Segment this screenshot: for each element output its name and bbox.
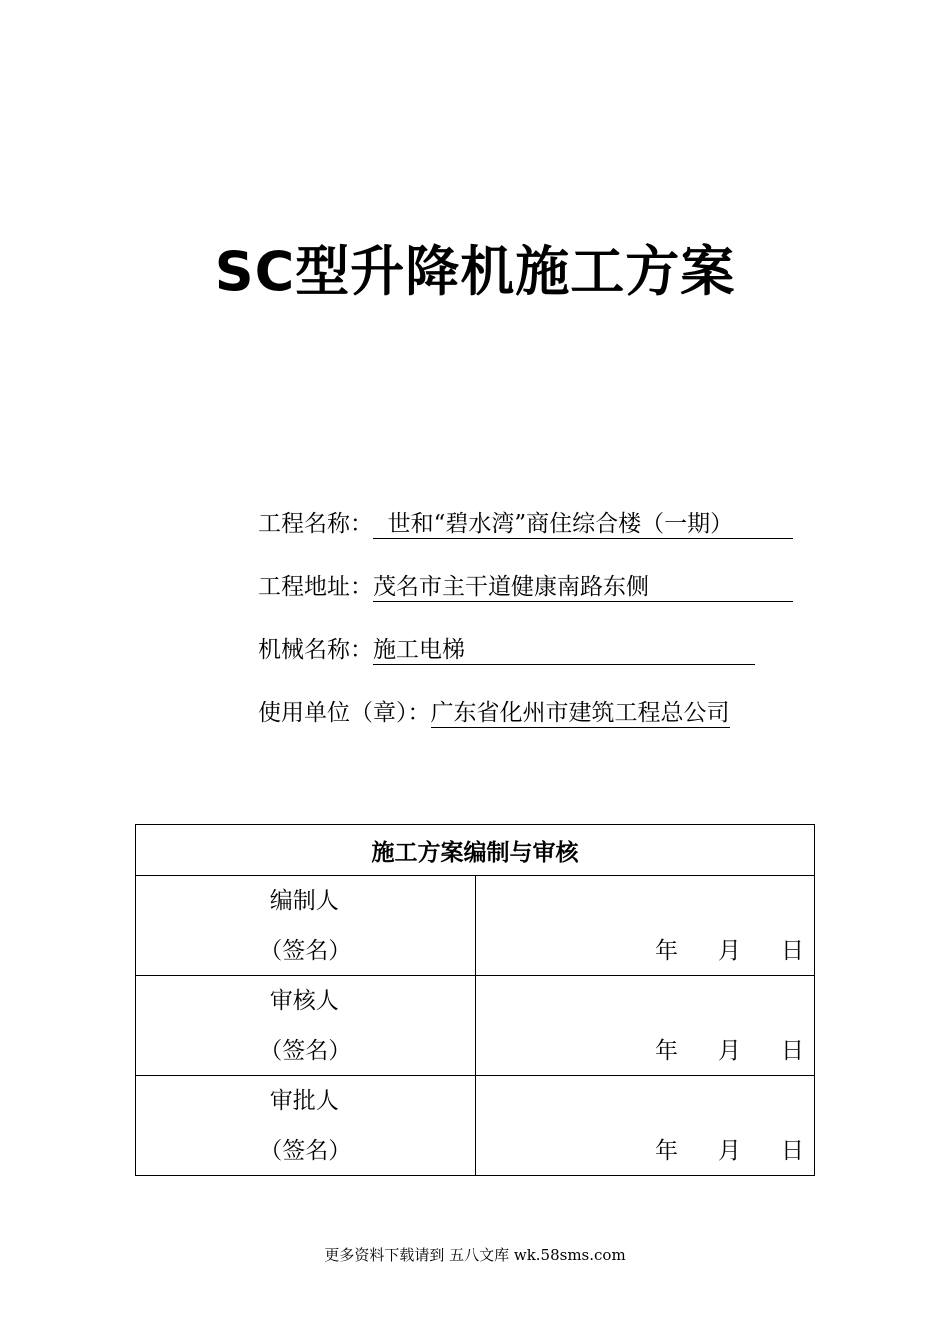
year-label: 年 — [655, 1038, 678, 1064]
day-label: 日 — [781, 938, 804, 964]
month-label: 月 — [718, 1038, 741, 1064]
document-title: SC型升降机施工方案 — [214, 240, 736, 303]
project-name-label: 工程名称： — [258, 511, 373, 537]
signature-date-cell[interactable] — [475, 976, 815, 1076]
machine-name-label: 机械名称： — [258, 637, 373, 663]
date-row — [476, 934, 815, 975]
month-label: 月 — [718, 1138, 741, 1164]
sign-note: （签名） — [259, 1138, 352, 1164]
table-row — [136, 976, 815, 1076]
approval-table-header-row — [136, 825, 815, 876]
role-cell-approver — [136, 1076, 476, 1176]
user-unit-label: 使用单位（章）： — [258, 700, 431, 726]
approval-table — [135, 824, 815, 1176]
project-address-line — [258, 570, 793, 604]
approval-table-header: 施工方案编制与审核 — [136, 825, 815, 876]
day-label: 日 — [781, 1138, 804, 1164]
role-name: 审批人 — [269, 1088, 339, 1114]
table-row — [136, 876, 815, 976]
date-row — [476, 1034, 815, 1075]
machine-name-value: 施工电梯 — [373, 636, 755, 665]
table-row — [136, 1076, 815, 1176]
sign-note: （签名） — [259, 938, 352, 964]
role-name: 审核人 — [269, 988, 339, 1014]
role-cell-compiler — [136, 876, 476, 976]
project-address-label: 工程地址： — [258, 574, 373, 600]
project-name-line — [258, 507, 793, 541]
project-address-value: 茂名市主干道健康南路东侧 — [373, 573, 793, 602]
signature-date-cell[interactable] — [475, 876, 815, 976]
year-label: 年 — [655, 938, 678, 964]
sign-note: （签名） — [259, 1038, 352, 1064]
machine-name-line — [258, 633, 755, 667]
year-label: 年 — [655, 1138, 678, 1164]
role-name: 编制人 — [269, 888, 339, 914]
footer-download-note: 更多资料下载请到 五八文库 wk.58sms.com — [324, 1246, 626, 1264]
date-row — [476, 1134, 815, 1175]
project-name-value: 世和“碧水湾”商住综合楼（一期） — [373, 510, 793, 539]
day-label: 日 — [781, 1038, 804, 1064]
role-cell-reviewer — [136, 976, 476, 1076]
user-unit-value: 广东省化州市建筑工程总公司 — [430, 700, 730, 726]
user-unit-line — [258, 696, 730, 730]
month-label: 月 — [718, 938, 741, 964]
signature-date-cell[interactable] — [475, 1076, 815, 1176]
